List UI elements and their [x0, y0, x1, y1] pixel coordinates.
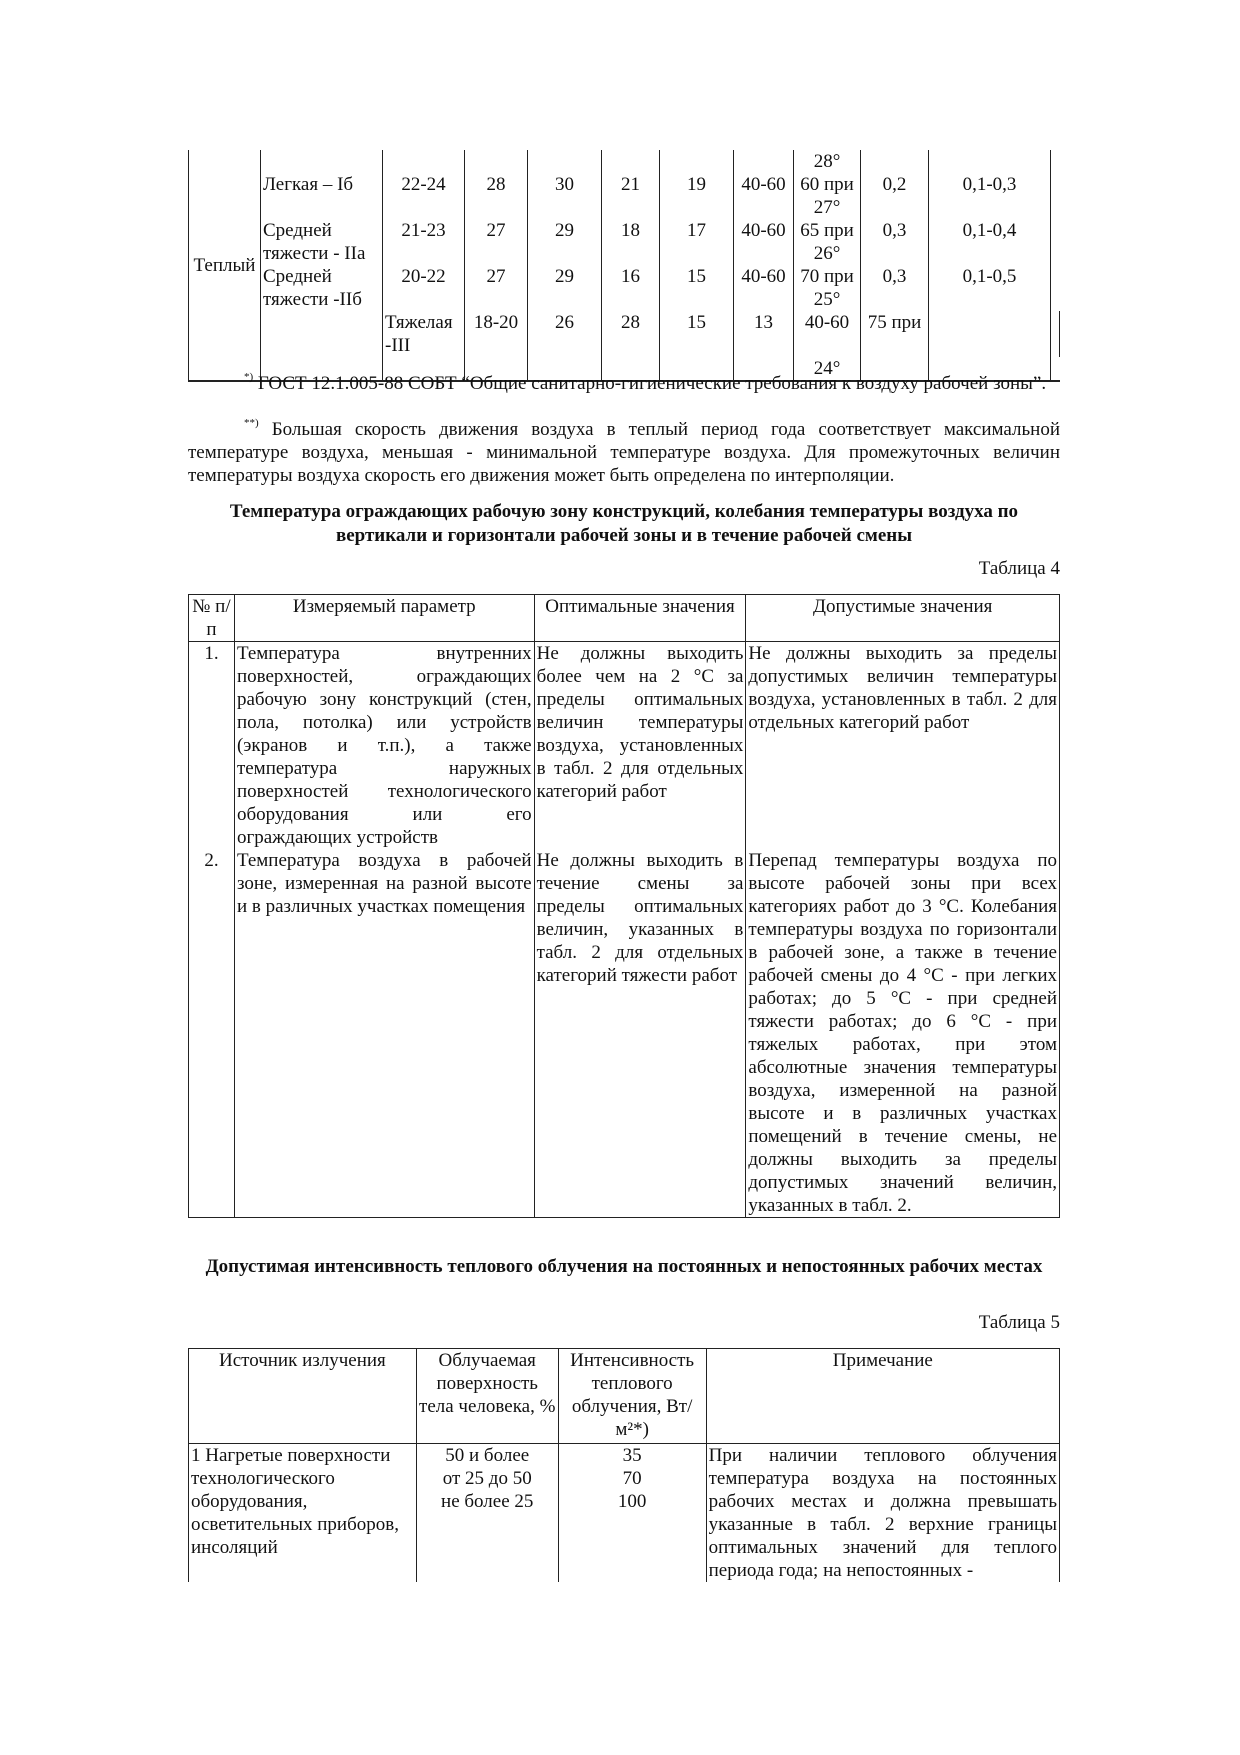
table-cell — [1051, 311, 1060, 357]
temp-cell: 28° — [794, 150, 861, 173]
intensity-value: 35 — [622, 1445, 642, 1466]
footnote-mark: *) — [244, 371, 254, 383]
allowed-cell: Перепад температуры воздуха по высоте рабочей зоны при всех категориях работ до 3 °С. Колебания температуры воздуха по горизонтали в рабочей зоне, а также в течение рабочей смены до 4 °С - при легких работах; до 5 °С - при средней тяжести работах; до 6 °С - при тяжелых работах, при этом абсолютные значения температуры воздуха, измеренной на разной высоте и в различных участках помещений в течение смены, не должны выходить за пределы допустимых значений величин, указанных в табл. 2. — [746, 849, 1060, 1218]
period-cell: Теплый — [189, 173, 261, 357]
table-cell: 15 — [660, 311, 734, 357]
temp-cell: 26° — [794, 242, 861, 265]
category-cell: Средней тяжести -IIб — [261, 265, 383, 311]
table-cell: 21-23 — [383, 219, 465, 242]
table-4 — [188, 594, 1060, 1218]
table-cell: 65 при — [794, 219, 861, 242]
column-header: Примечание — [706, 1349, 1059, 1444]
table-cell: 20-22 — [383, 265, 465, 288]
table-header-row — [189, 595, 1060, 642]
table-cell: 28 — [602, 311, 660, 357]
surface-value: от 25 до 50 — [442, 1468, 532, 1489]
table-cell: 26 — [528, 311, 602, 357]
table-cell: 22-24 — [383, 173, 465, 196]
table-cell: 16 — [602, 265, 660, 288]
table-cell: 27 — [465, 265, 528, 288]
table-cell: 0,3 — [861, 219, 929, 242]
footnote-text: ГОСТ 12.1.005-88 СОБТ “Общие санитарно-гигиенические требования к воздуху рабочей зоны”. — [253, 373, 1047, 394]
table-cell: 18-20 — [465, 311, 528, 357]
table-cell: 19 — [660, 173, 734, 196]
table-cell: 15 — [660, 265, 734, 288]
footnote-gost — [188, 372, 1060, 395]
table-cell: 0,1-0,5 — [929, 265, 1051, 288]
surface-value: не более 25 — [441, 1491, 534, 1512]
temp-cell: 27° — [794, 196, 861, 219]
table-cell: 0,1-0,4 — [929, 219, 1051, 242]
column-header: № п/п — [189, 595, 235, 642]
temp-cell: 24° — [794, 357, 861, 381]
table-cell: 28 — [465, 173, 528, 196]
table-cell: 0,3 — [861, 265, 929, 288]
table-cell: 30 — [528, 173, 602, 196]
table-row — [189, 311, 1060, 357]
table-row — [189, 849, 1060, 1218]
table-row — [189, 265, 1060, 288]
optimal-cell: Не должны выходить более чем на 2 °С за пределы оптимальных величин температуры воздуха, установленных в табл. 2 для отдельных категорий работ — [534, 642, 746, 850]
column-header: Источник излучения — [189, 1349, 417, 1444]
table-cell: 60 при — [794, 173, 861, 196]
table-cell: 29 — [528, 219, 602, 242]
note-cell: При наличии теплового облучения температура воздуха на постоянных рабочих местах и должна превышать указанные в табл. 2 верхние границы оптимальных значений для теплого периода года; на непостоянных - — [706, 1444, 1059, 1583]
table-cell: 21 — [602, 173, 660, 196]
table-cell: 0,2 — [861, 173, 929, 196]
allowed-cell: Не должны выходить за пределы допустимых величин температуры воздуха, установленных в табл. 2 для отдельных категорий работ — [746, 642, 1060, 850]
footnote-mark: **) — [244, 417, 259, 429]
table-row — [189, 173, 1060, 196]
category-cell: Средней тяжести - IIа — [261, 219, 383, 265]
temp-cell: 25° — [794, 288, 861, 311]
climate-table-continuation — [188, 150, 1060, 382]
table-cell: 29 — [528, 265, 602, 288]
table-5 — [188, 1348, 1060, 1582]
table-cell — [929, 311, 1051, 357]
footnote-text: Большая скорость движения воздуха в теплый период года соответствует максимальной температуре воздуха, меньшая - минимальной температуре воздуха. Для промежуточных величин температуры воздуха скорость его движения может быть определена по интерполяции. — [188, 419, 1060, 486]
table-caption: Таблица 4 — [978, 558, 1060, 579]
table-cell: 40-60 — [734, 265, 794, 288]
optimal-cell: Не должны выходить в течение смены за пределы оптимальных величин, указанных в табл. 2 для отдельных категорий тяжести работ — [534, 849, 746, 1218]
category-cell: Тяжелая -III — [383, 311, 465, 357]
column-header: Интенсивность теплового облучения, Вт/м²*) — [558, 1349, 706, 1444]
table-cell: 40-60 — [734, 173, 794, 196]
intensity-cell — [558, 1444, 706, 1583]
param-cell: Температура воздуха в рабочей зоне, измеренная на разной высоте и в различных участках помещения — [234, 849, 534, 1218]
table-header-row — [189, 1349, 1060, 1444]
section-heading: Температура ограждающих рабочую зону конструкций, колебания температуры воздуха по вертикали и горизонтали рабочей зоны и в течение рабочей смены — [229, 501, 1019, 546]
row-number: 1. — [189, 642, 235, 850]
table-cell: 18 — [602, 219, 660, 242]
param-cell: Температура внутренних поверхностей, ограждающих рабочую зону конструкций (стен, пола, потолка) или устройств (экранов и т.п.), а также температура наружных поверхностей технологического оборудования или его ограждающих устройств — [234, 642, 534, 850]
category-cell: Легкая – Iб — [261, 173, 383, 196]
surface-value: 50 и более — [445, 1445, 530, 1466]
column-header: Облучаемая поверхность тела человека, % — [416, 1349, 558, 1444]
table-cell: 40-60 — [794, 311, 861, 357]
table-cell: 0,1-0,3 — [929, 173, 1051, 196]
table-cell: 40-60 — [734, 219, 794, 242]
table-cell: 27 — [465, 219, 528, 242]
table-row — [189, 1444, 1060, 1583]
table-cell: 70 при — [794, 265, 861, 288]
table-caption: Таблица 5 — [978, 1312, 1060, 1333]
surface-cell — [416, 1444, 558, 1583]
table-row — [189, 642, 1060, 850]
column-header: Оптимальные значения — [534, 595, 746, 642]
table-cell: 75 при — [861, 311, 929, 357]
section-heading: Допустимая интенсивность теплового облучения на постоянных и непостоянных рабочих местах — [205, 1256, 1043, 1277]
table-cell: 13 — [734, 311, 794, 357]
column-header: Допустимые значения — [746, 595, 1060, 642]
column-header: Измеряемый параметр — [234, 595, 534, 642]
table-row — [189, 219, 1060, 242]
table-cell: 17 — [660, 219, 734, 242]
row-number: 2. — [189, 849, 235, 1218]
intensity-value: 100 — [617, 1491, 647, 1512]
intensity-value: 70 — [622, 1468, 642, 1489]
footnote-air-speed — [188, 418, 1060, 487]
source-cell: 1 Нагретые поверхности технологического оборудования, осветительных приборов, инсоляций — [189, 1444, 417, 1583]
